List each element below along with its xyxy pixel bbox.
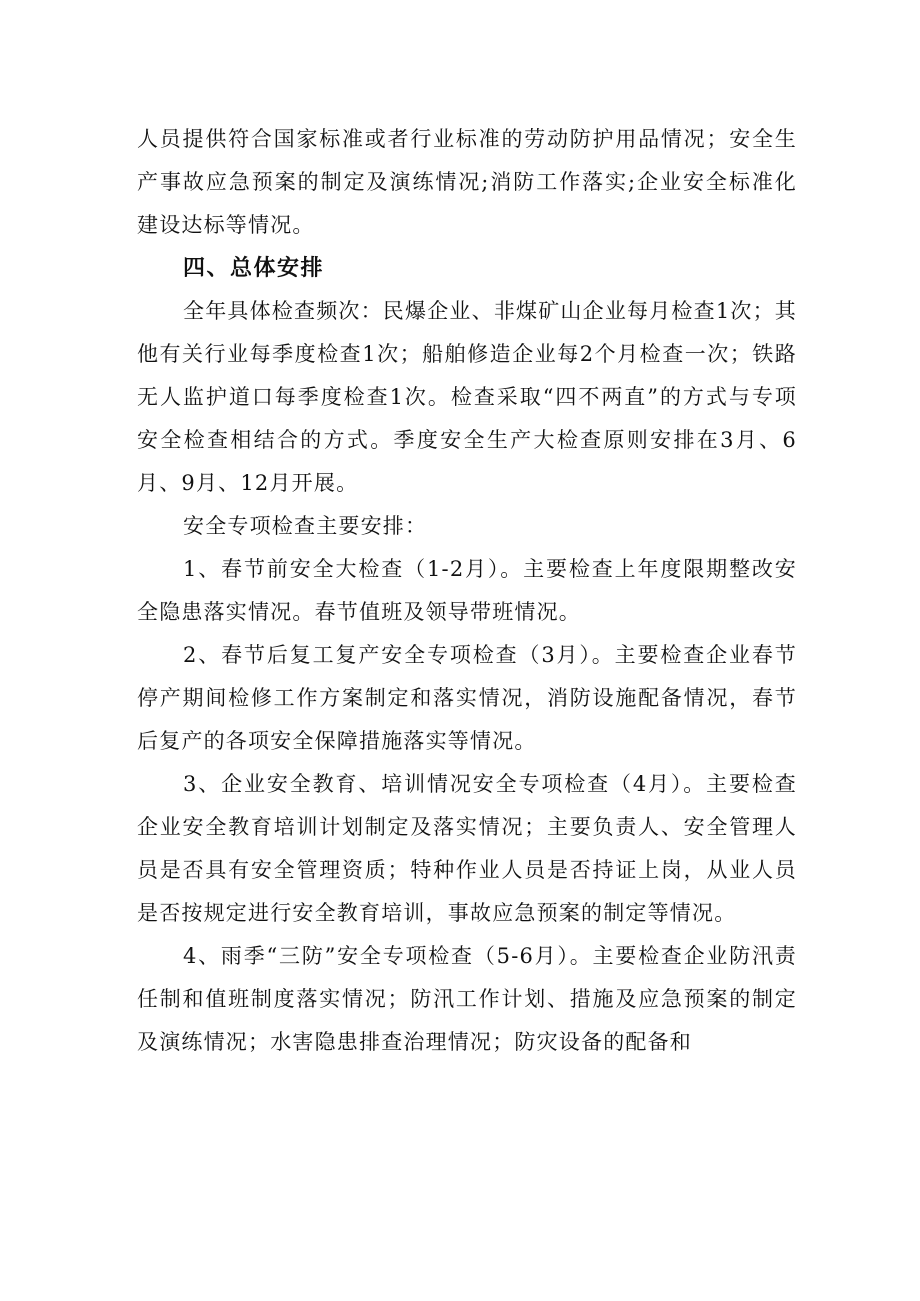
- section-heading: 四、总体安排: [183, 256, 325, 281]
- paragraph-special-inspection-intro: 安全专项检查主要安排：: [183, 514, 428, 538]
- paragraph-inspection-frequency: 全年具体检查频次：民爆企业、非煤矿山企业每月检查1次；其他有关行业每季度检查1次；船舶修造企业每2个月检查一次；铁路无人监护道口每季度检查1次。检查采取“四不两直”的方式与专项安全检查相结合的方式。季度安全生产大检查原则安排在3月、6月、9月、12月开展。: [137, 299, 797, 495]
- paragraph-continuation: 人员提供符合国家标准或者行业标准的劳动防护用品情况；安全生产事故应急预案的制定及演练情况;消防工作落实;企业安全标准化建设达标等情况。: [137, 127, 797, 237]
- paragraph-item-2: 2、春节后复工复产安全专项检查（3月）。主要检查企业春节停产期间检修工作方案制定和落实情况，消防设施配备情况，春节后复产的各项安全保障措施落实等情况。: [137, 643, 797, 753]
- document-body: [137, 118, 797, 1064]
- paragraph-item-1: 1、春节前安全大检查（1-2月）。主要检查上年度限期整改安全隐患落实情况。春节值班及领导带班情况。: [137, 557, 797, 624]
- paragraph-item-3: 3、企业安全教育、培训情况安全专项检查（4月）。主要检查企业安全教育培训计划制定及落实情况；主要负责人、安全管理人员是否具有安全管理资质；特种作业人员是否持证上岗，从业人员是否按规定进行安全教育培训，事故应急预案的制定等情况。: [137, 772, 797, 925]
- paragraph-item-4: 4、雨季“三防”安全专项检查（5-6月）。主要检查企业防汛责任制和值班制度落实情况；防汛工作计划、措施及应急预案的制定及演练情况；水害隐患排查治理情况；防灾设备的配备和: [137, 944, 797, 1054]
